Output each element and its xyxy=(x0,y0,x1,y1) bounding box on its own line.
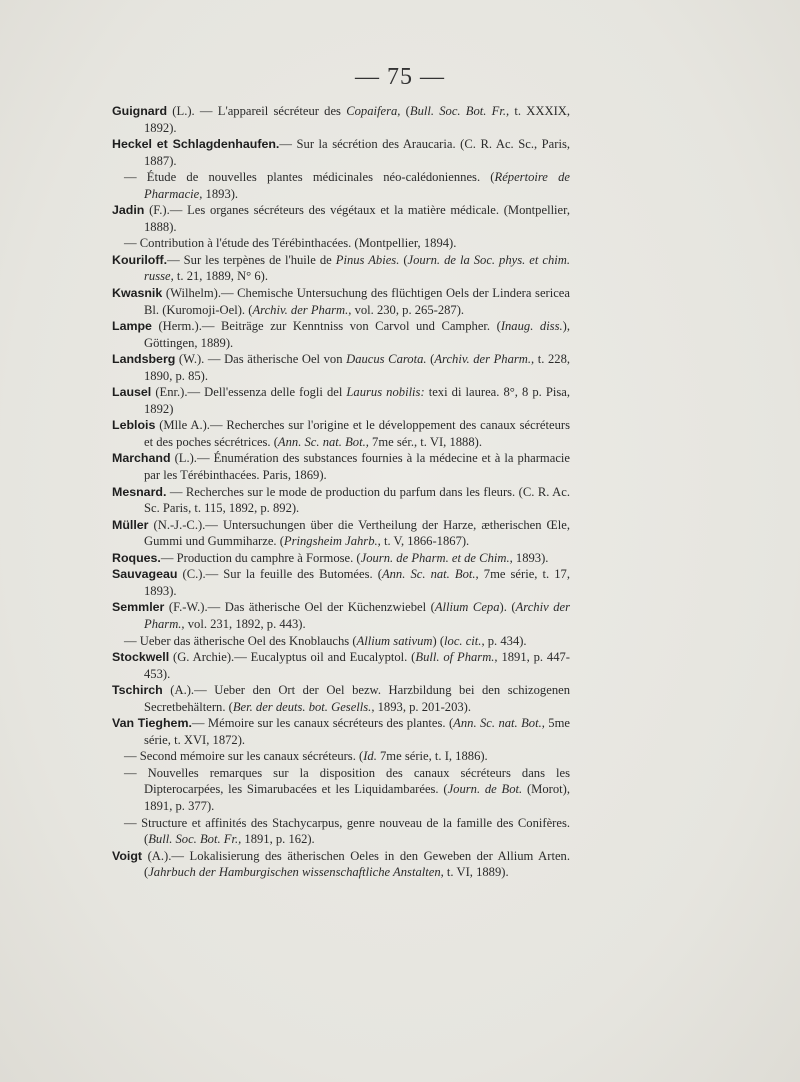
entry-text: 5me série, t. XVI, 1872). xyxy=(144,716,570,747)
entry-text: t. VI, 1889). xyxy=(443,865,509,880)
entry-citation-italic: Allium sativum xyxy=(356,633,433,648)
entry-citation-italic: Bull. of Pharm., xyxy=(415,650,498,665)
entry-citation-italic: Bull. Soc. Bot. Fr., xyxy=(409,104,510,118)
entry-text: 1893, p. 201-203). xyxy=(374,699,472,714)
entry-author: Guignard xyxy=(112,104,168,118)
entry-citation-italic: Jahrbuch der Hamburgischen wissenschaftliche Anstalten, xyxy=(148,865,444,880)
entry-text: (Mlle A.).— Recherches sur l'origine et le développement des canaux sécréteurs et des poches sécrétrices. ( xyxy=(144,418,570,449)
bibliography-continuation xyxy=(112,748,570,765)
bibliography-entry xyxy=(112,202,570,235)
entry-text: ( xyxy=(399,252,408,267)
entry-text: (C.).— Sur la feuille des Butomées. ( xyxy=(177,567,382,582)
entry-citation-italic: Journ. de Pharm. et de Chim., xyxy=(360,550,513,565)
bibliography-entry xyxy=(112,550,570,567)
entry-text: t. V, 1866-1867). xyxy=(380,534,470,549)
entry-citation-italic: Copaifera, xyxy=(346,104,401,118)
bibliography-entry xyxy=(112,599,570,632)
entry-citation-italic: Archiv. der Pharm., xyxy=(434,352,535,367)
entry-citation-italic: Répertoire de Pharmacie, xyxy=(144,170,570,201)
entry-text: 7me série, t. I, 1886). xyxy=(376,749,488,764)
entry-citation-italic: Laurus nobilis: xyxy=(346,385,425,400)
entry-text: ). ( xyxy=(499,600,516,615)
bibliography-entry xyxy=(112,136,570,169)
entry-text: (A.).— Lokalisierung des ätherischen Oeles in den Geweben der Allium Arten. ( xyxy=(142,848,570,880)
entry-text: t. 228, 1890, p. 85). xyxy=(144,352,571,383)
entry-text: — Nouvelles remarques sur la disposition des canaux sécréteurs dans les Dipterocarpées, les Simarubacées et les Liquidambarées. ( xyxy=(124,765,570,797)
entry-text: 7me série, t. 17, 1893). xyxy=(144,567,571,598)
bibliography-entry xyxy=(112,649,570,682)
entry-text: (F.).— Les organes sécréteurs des végétaux et la matière médicale. (Montpellier, 1888). xyxy=(144,203,570,234)
bibliography-entry xyxy=(112,450,570,483)
entry-text: — Second mémoire sur les canaux sécréteurs. ( xyxy=(124,749,364,764)
entry-citation-italic: Daucus Carota. xyxy=(346,352,427,367)
entry-citation-italic: Ann. Sc. nat. Bot., xyxy=(277,434,369,449)
entry-citation-italic: Bull. Soc. Bot. Fr., xyxy=(148,832,242,847)
entry-text: — Mémoire sur les canaux sécréteurs des plantes. ( xyxy=(191,716,454,731)
entry-text: texi di laurea. 8°, 8 p. Pisa, 1892) xyxy=(144,385,570,416)
entry-citation-italic: Inaug. diss. xyxy=(500,319,563,334)
entry-text: 1893). xyxy=(202,186,239,201)
entry-citation-italic: Ann. Sc. nat. Bot., xyxy=(381,567,479,582)
entry-author: Heckel et Schlagdenhaufen. xyxy=(112,137,280,152)
entry-text: — Sur la sécrétion des Araucaria. (C. R. Ac. Sc., Paris, 1887). xyxy=(144,137,570,168)
bibliography-continuation xyxy=(112,633,570,650)
entry-text: (Herm.).— Beiträge zur Kenntniss von Carvol und Campher. ( xyxy=(151,319,501,334)
entry-text: (F.-W.).— Das ätherische Oel der Küchenzwiebel ( xyxy=(164,600,435,615)
entry-citation-italic: Journ. de la Soc. phys. et chim. russe, xyxy=(144,252,570,284)
entry-author: Lausel xyxy=(112,385,152,400)
bibliography-entry xyxy=(112,252,570,285)
entry-author: Kwasnik xyxy=(112,286,163,301)
entry-author: Tschirch xyxy=(112,683,163,698)
bibliography-entry xyxy=(112,351,570,384)
page-number: — 75 — xyxy=(355,64,445,90)
entry-citation-italic: Ber. der deuts. bot. Gesells., xyxy=(232,699,375,714)
bibliography-continuation xyxy=(112,235,570,252)
entry-text: (Wilhelm).— Chemische Untersuchung des flüchtigen Oels der Lindera sericea Bl. (Kuromoji-Oel). ( xyxy=(144,286,570,317)
bibliography-list xyxy=(112,103,570,881)
entry-text: (A.).— Ueber den Ort der Oel bezw. Harzbildung bei den schizogenen Secretbehältern. ( xyxy=(144,683,570,714)
entry-citation-italic: Id. xyxy=(363,749,377,764)
entry-author: Roques. xyxy=(112,550,161,565)
entry-text: (G. Archie).— Eucalyptus oil and Eucalyptol. ( xyxy=(169,650,416,665)
entry-citation-italic: Pinus Abies. xyxy=(335,252,400,267)
bibliography-entry xyxy=(112,484,570,517)
bibliography-continuation xyxy=(112,765,570,815)
entry-citation-italic: Pringsheim Jahrb., xyxy=(283,534,381,549)
bibliography-entry xyxy=(112,517,570,550)
entry-text: — Production du camphre à Formose. ( xyxy=(160,550,361,565)
entry-author: Müller xyxy=(112,517,149,532)
entry-author: Stockwell xyxy=(112,650,170,665)
entry-text: t. XXXIX, 1892). xyxy=(144,104,571,135)
entry-author: Jadin xyxy=(112,203,145,218)
entry-text: vol. 230, p. 265-287). xyxy=(351,302,465,317)
entry-text: — Ueber das ätherische Oel des Knoblauchs ( xyxy=(124,633,357,648)
entry-text: — Sur les terpènes de l'huile de xyxy=(167,252,336,267)
entry-author: Lampe xyxy=(112,319,152,334)
entry-text: 1891, p. 447-453). xyxy=(144,650,571,681)
entry-text: ), Göttingen, 1889). xyxy=(144,319,570,350)
entry-citation-italic: Archiv. der Pharm., xyxy=(252,302,352,317)
entry-text: ) ( xyxy=(432,633,445,648)
entry-author: Landsberg xyxy=(112,352,176,367)
entry-text: (W.). — Das ätherische Oel von xyxy=(175,352,347,367)
entry-text: (Morot), 1891, p. 377). xyxy=(144,782,570,813)
bibliography-entry xyxy=(112,566,570,599)
entry-text: vol. 231, 1892, p. 443). xyxy=(184,616,306,631)
entry-text: (L.). — L'appareil sécréteur des xyxy=(167,104,347,118)
entry-text: — Contribution à l'étude des Térébinthacées. (Montpellier, 1894). xyxy=(124,236,457,251)
entry-author: Van Tieghem. xyxy=(112,716,192,731)
entry-text: (L.).— Énumération des substances fournies à la médecine et à la pharmacie par les Térébinthacées. Paris, 1869). xyxy=(144,451,570,483)
entry-text: p. 434). xyxy=(484,633,527,648)
entry-text: (Enr.).— Dell'essenza delle fogli del xyxy=(151,385,347,400)
bibliography-entry xyxy=(112,682,570,715)
bibliography-entry xyxy=(112,285,570,318)
entry-citation-italic: Journ. de Bot. xyxy=(447,782,523,797)
entry-text: — Étude de nouvelles plantes médicinales néo-calédoniennes. ( xyxy=(124,170,495,185)
bibliography-entry xyxy=(112,318,570,351)
entry-text: 7me sér., t. VI, 1888). xyxy=(368,434,482,449)
entry-text: 1893). xyxy=(512,550,549,565)
entry-text: — Structure et affinités des Stachycarpus, genre nouveau de la famille des Conifères. ( xyxy=(124,815,570,847)
entry-author: Mesnard. xyxy=(112,484,167,499)
entry-author: Leblois xyxy=(112,418,156,433)
entry-author: Semmler xyxy=(112,600,165,615)
entry-text: ( xyxy=(426,352,435,367)
entry-author: Voigt xyxy=(112,848,143,863)
entry-citation-italic: Archiv der Pharm., xyxy=(144,600,571,631)
bibliography-continuation xyxy=(112,815,570,848)
entry-text: — Recherches sur le mode de production du parfum dans les fleurs. (C. R. Ac. Sc. Paris, t. 115, 1892, p. 892). xyxy=(144,484,570,516)
bibliography-entry xyxy=(112,384,570,417)
entry-citation-italic: Allium Cepa xyxy=(434,600,500,615)
bibliography-entry xyxy=(112,103,570,136)
entry-citation-italic: Ann. Sc. nat. Bot., xyxy=(453,716,545,731)
entry-text: (N.-J.-C.).— Untersuchungen über die Vertheilung der Harze, ætherischen Œle, Gummi und Gummiharze. ( xyxy=(144,517,570,549)
entry-text: ( xyxy=(400,104,410,118)
bibliography-entry xyxy=(112,848,570,881)
bibliography-entry xyxy=(112,417,570,450)
bibliography-continuation xyxy=(112,169,570,202)
entry-author: Marchand xyxy=(112,451,171,466)
bibliography-entry xyxy=(112,715,570,748)
entry-author: Kouriloff. xyxy=(112,252,168,267)
entry-text: t. 21, 1889, N° 6). xyxy=(173,269,268,284)
entry-author: Sauvageau xyxy=(112,567,178,582)
entry-citation-italic: loc. cit., xyxy=(444,633,485,648)
entry-text: 1891, p. 162). xyxy=(241,832,315,847)
